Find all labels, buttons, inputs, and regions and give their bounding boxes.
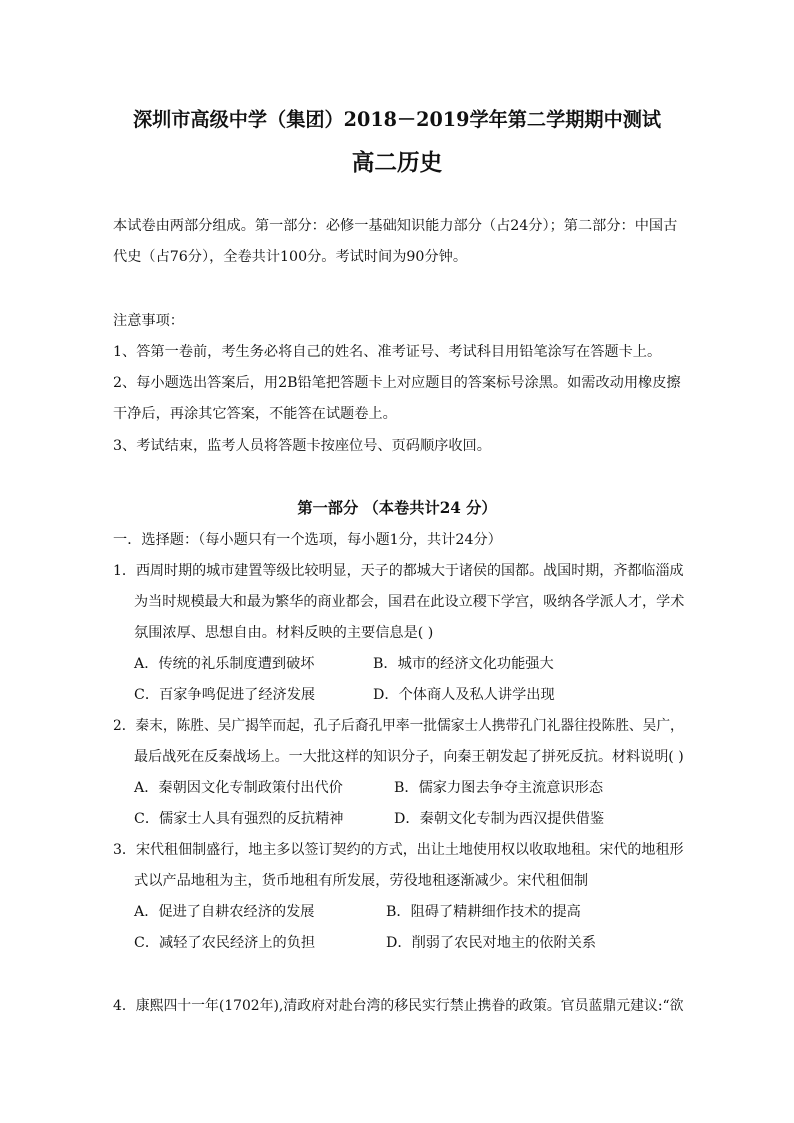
q1-option-d: D．个体商人及私人讲学出现 [373,687,555,703]
intro-line-1: 本试卷由两部分组成。第一部分：必修一基础知识能力部分（占24分）；第二部分：中国古 [113,218,678,234]
note-2-line-2: 干净后，再涂其它答案，不能答在试题卷上。 [113,406,397,422]
q1-option-c: C．百家争鸣促进了经济发展 [134,687,316,703]
school-exam-title: 深圳市高级中学（集团）2018－2019学年第二学期期中测试 [132,108,662,131]
q3-option-d: D．削弱了农民对地主的依附关系 [386,935,597,951]
notes-heading: 注意事项： [113,313,184,329]
q2-line-2: 最后战死在反秦战场上。一大批这样的知识分子，向秦王朝发起了拼死反抗。材料说明( ) [134,749,684,765]
q3-option-c: C．减轻了农民经济上的负担 [134,935,316,951]
q2-option-c: C．儒家士人具有强烈的反抗精神 [134,811,344,827]
q1-option-b: B．城市的经济文化功能强大 [373,656,554,672]
q2-option-a: A．秦朝因文化专制政策付出代价 [134,780,343,796]
q1-option-a: A．传统的礼乐制度遭到破坏 [134,656,315,672]
q2-line-1: 2．秦末，陈胜、吴广揭竿而起，孔子后裔孔甲率一批儒家士人携带孔门礼器往投陈胜、吴广， [113,718,684,734]
q2-option-b: B．儒家力图去争夺主流意识形态 [394,780,604,796]
q1-line-2: 为当时规模最大和最为繁华的商业都会，国君在此设立稷下学宫，吸纳各学派人才，学术 [134,594,685,610]
q3-option-a: A．促进了自耕农经济的发展 [134,904,315,920]
note-1: 1、答第一卷前，考生务必将自己的姓名、准考证号、考试科目用铅笔涂写在答题卡上。 [113,344,662,360]
q3-option-b: B．阻碍了精耕细作技术的提高 [386,904,581,920]
q3-line-1: 3．宋代租佃制盛行，地主多以签订契约的方式，出让土地使用权以收取地租。宋代的地租形 [113,842,684,858]
section-instruction: 一．选择题：（每小题只有一个选项，每小题1分，共计24分） [113,532,502,548]
subject-title: 高二历史 [351,149,443,176]
q1-line-3: 氛围浓厚、思想自由。材料反映的主要信息是( ) [134,625,434,641]
note-2-line-1: 2、每小题选出答案后，用2B铅笔把答题卡上对应题目的答案标号涂黑。如需改动用橡皮擦 [113,375,681,391]
q1-line-1: 1．西周时期的城市建置等级比较明显，天子的都城大于诸侯的国都。战国时期，齐都临淄成 [113,563,684,579]
note-3: 3、考试结束，监考人员将答题卡按座位号、页码顺序收回。 [113,438,491,454]
intro-line-2: 代史（占76分），全卷共计100分。考试时间为90分钟。 [113,249,468,265]
q3-line-2: 式以产品地租为主，货币地租有所发展，劳役地租逐渐减少。宋代租佃制 [134,873,589,889]
part-one-title: 第一部分 （本卷共计24 分） [297,498,497,517]
q4-line-1: 4．康熙四十一年(1702年),清政府对赴台湾的移民实行禁止携眷的政策。官员蓝鼎元建议:“欲 [113,998,684,1014]
q2-option-d: D．秦朝文化专制为西汉提供借鉴 [394,811,605,827]
